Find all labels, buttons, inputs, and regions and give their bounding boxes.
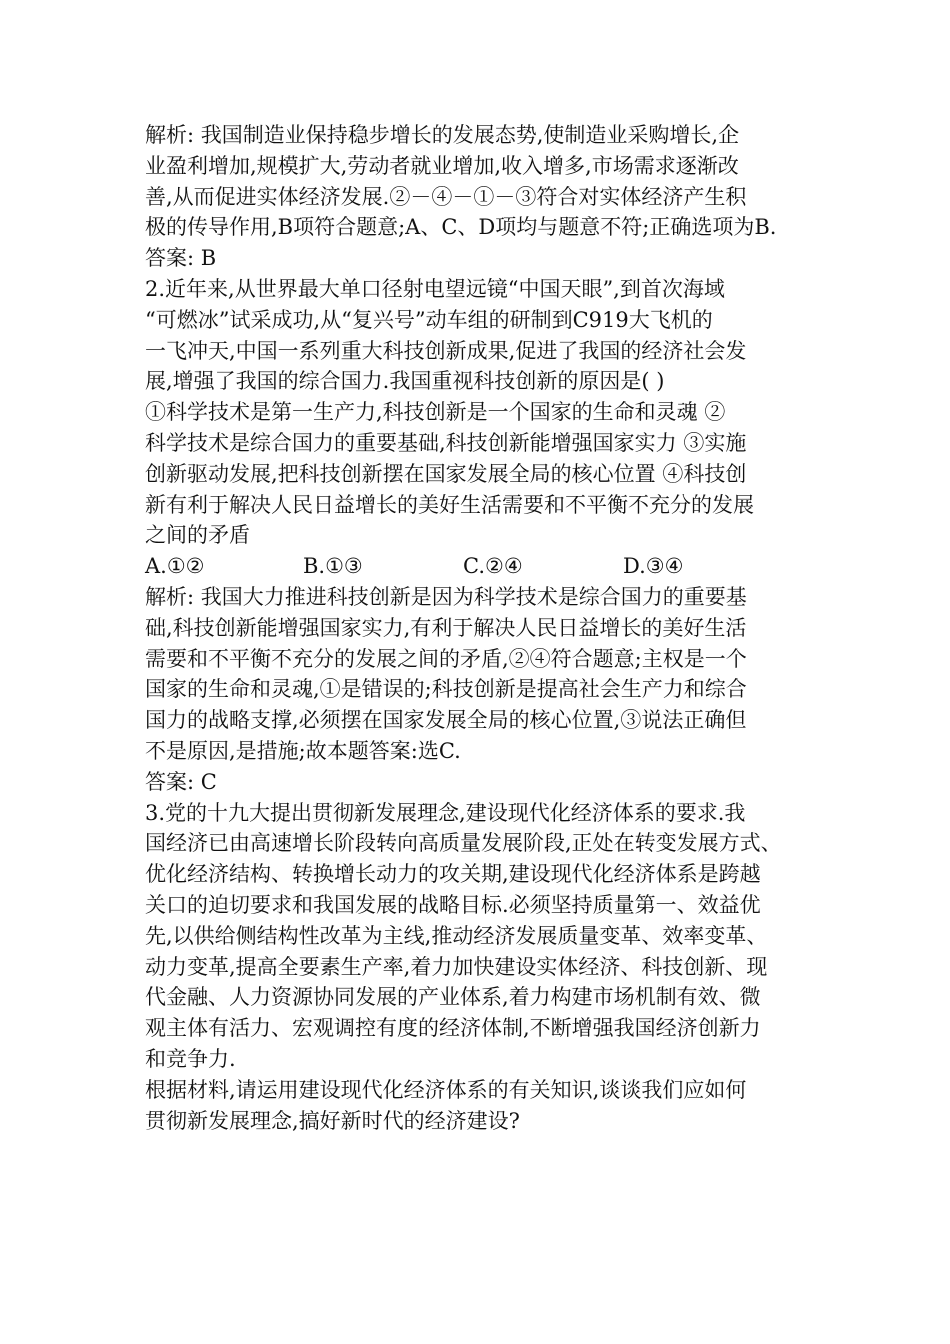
text-line: ①科学技术是第一生产力,科技创新是一个国家的生命和灵魂 ②: [145, 400, 726, 425]
text-line: 动力变革,提高全要素生产率,着力加快建设实体经济、科技创新、现: [145, 954, 768, 979]
text-line: “可燃冰”试采成功,从“复兴号”动车组的研制到C919大飞机的: [145, 307, 713, 332]
text-line: 优化经济结构、转换增长动力的攻关期,建设现代化经济体系是跨越: [145, 862, 761, 887]
q2-analysis: [145, 582, 815, 767]
option-d: D.③④: [623, 554, 684, 579]
text-line: 国力的战略支撑,必须摆在国家发展全局的核心位置,③说法正确但: [145, 708, 747, 733]
text-line: 之间的矛盾: [145, 523, 250, 548]
text-line: 创新驱动发展,把科技创新摆在国家发展全局的核心位置 ④科技创: [145, 461, 747, 486]
text-line: 国经济已由高速增长阶段转向高质量发展阶段,正处在转变发展方式、: [145, 831, 782, 856]
text-line: 业盈利增加,规模扩大,劳动者就业增加,收入增多,市场需求逐渐改: [145, 153, 739, 178]
text-line: 根据材料,请运用建设现代化经济体系的有关知识,谈谈我们应如何: [145, 1077, 747, 1102]
q1-analysis: [145, 120, 815, 243]
text-line: 不是原因,是措施;故本题答案:选C.: [145, 738, 461, 763]
text-line: 善,从而促进实体经济发展.②－④－①－③符合对实体经济产生积: [145, 184, 747, 209]
text-line: 极的传导作用,B项符合题意;A、C、D项均与题意不符;正确选项为B.: [145, 215, 777, 240]
text-line: 需要和不平衡不充分的发展之间的矛盾,②④符合题意;主权是一个: [145, 646, 747, 671]
option-b: B.①③: [303, 554, 363, 579]
text-line: 先,以供给侧结构性改革为主线,推动经济发展质量变革、效率变革、: [145, 923, 768, 948]
q2-options: [145, 551, 815, 582]
document-content: [145, 120, 815, 1136]
text-line: 一飞冲天,中国一系列重大科技创新成果,促进了我国的经济社会发: [145, 338, 747, 363]
text-line: 科学技术是综合国力的重要基础,科技创新能增强国家实力 ③实施: [145, 430, 747, 455]
text-line: 新有利于解决人民日益增长的美好生活需要和不平衡不充分的发展: [145, 492, 754, 517]
text-line: 2.近年来,从世界最大单口径射电望远镜“中国天眼”,到首次海域: [145, 276, 725, 301]
text-line: 贯彻新发展理念,搞好新时代的经济建设?: [145, 1108, 520, 1133]
text-line: 观主体有活力、宏观调控有度的经济体制,不断增强我国经济创新力: [145, 1016, 761, 1041]
q3-material: [145, 798, 815, 1075]
q2-answer: 答案: C: [145, 769, 217, 794]
text-line: 代金融、人力资源协同发展的产业体系,着力构建市场机制有效、微: [145, 985, 761, 1010]
option-a: A.①②: [145, 554, 205, 579]
text-line: 解析: 我国大力推进科技创新是因为科学技术是综合国力的重要基: [145, 584, 747, 609]
text-line: 解析: 我国制造业保持稳步增长的发展态势,使制造业采购增长,企: [145, 123, 740, 147]
text-line: 展,增强了我国的综合国力.我国重视科技创新的原因是( ): [145, 369, 665, 394]
text-line: 关口的迫切要求和我国发展的战略目标.必须坚持质量第一、效益优: [145, 892, 761, 917]
text-line: 础,科技创新能增强国家实力,有利于解决人民日益增长的美好生活: [145, 615, 747, 640]
text-line: 3.党的十九大提出贯彻新发展理念,建设现代化经济体系的要求.我: [145, 800, 746, 825]
q3-question: [145, 1075, 815, 1137]
option-c: C.②④: [463, 554, 523, 579]
q2-stem: [145, 274, 815, 551]
q1-answer: 答案: B: [145, 246, 217, 271]
text-line: 和竞争力.: [145, 1046, 236, 1071]
text-line: 国家的生命和灵魂,①是错误的;科技创新是提高社会生产力和综合: [145, 677, 747, 702]
